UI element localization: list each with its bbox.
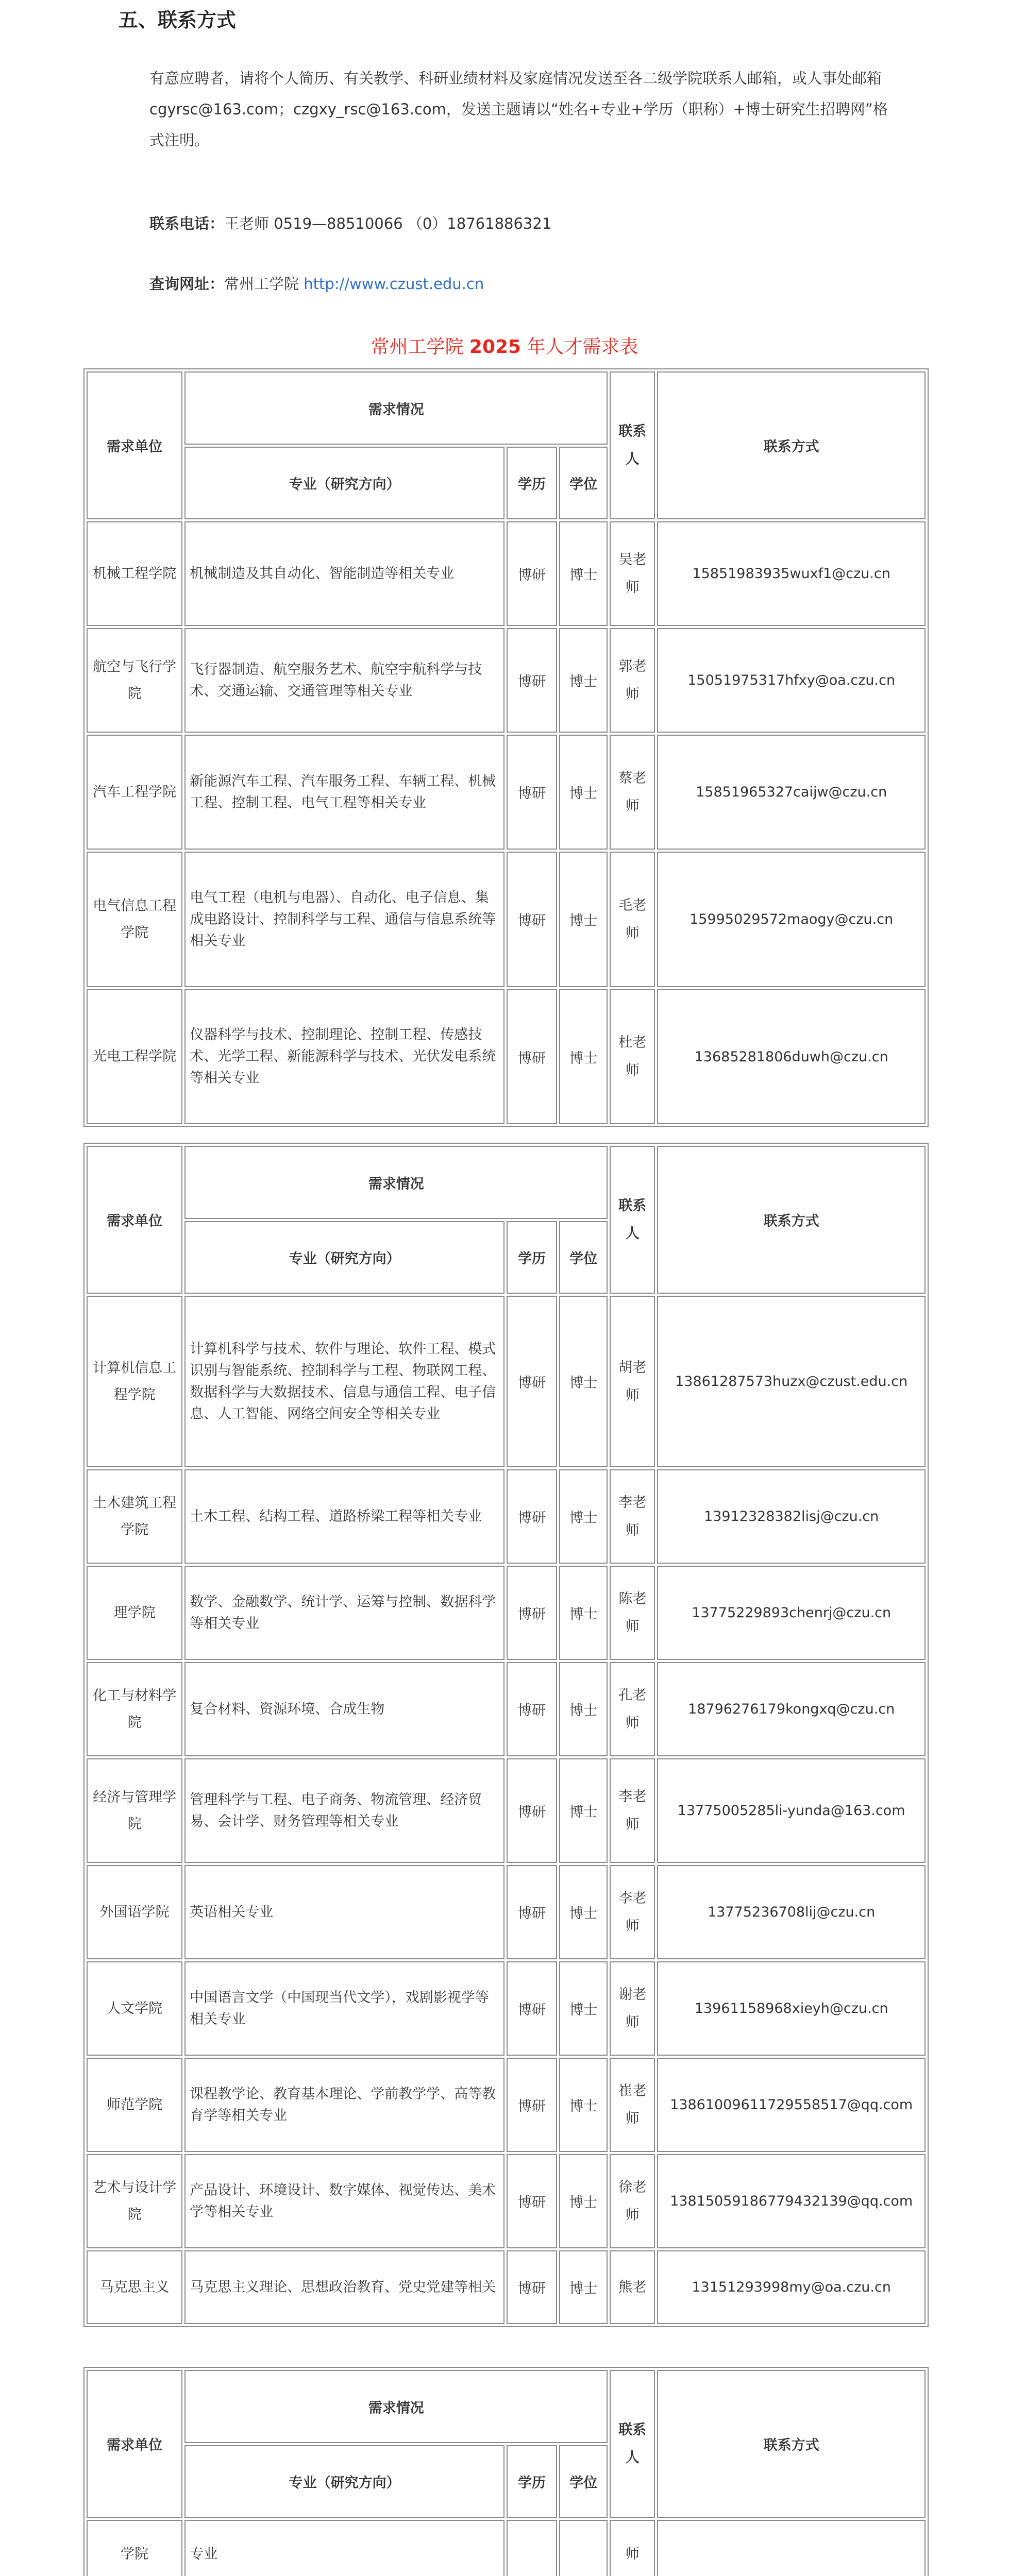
header-contact: 联系方式 [657,2370,926,2518]
header-row [87,2370,926,2443]
table-row [87,2520,926,2576]
table-row [87,521,926,626]
degree-cell: 博研 [507,2058,557,2152]
unit-cell: 光电工程学院 [87,989,182,1124]
person-cell: 谢老师 [610,1961,655,2056]
person-cell: 崔老师 [610,2058,655,2152]
degree-cell: 博研 [507,989,557,1124]
major-cell: 课程教学论、教育基本理论、学前教学学、高等教育学等相关专业 [184,2058,505,2152]
intro-text: 有意应聘者，请将个人简历、有关教学、科研业绩材料及家庭情况发送至各二级学院联系人邮箱，或人事处邮箱 cgyrsc@163.com；czgxy_rsc@163.com，发送主题请以“姓名+专业+学历（职称）+博士研究生招聘网”格式注明。 [149,70,888,149]
title-cell: 博士 [559,1566,608,1660]
phone-label: 联系电话： [149,215,225,232]
major-cell: 电气工程（电机与电器）、自动化、电子信息、集成电路设计、控制科学与工程、通信与信息系统等相关专业 [184,852,505,987]
header-title: 学位 [559,2445,608,2518]
degree-cell: 博研 [507,1662,557,1756]
major-cell: 专业 [184,2520,505,2576]
header-needs: 需求情况 [184,1146,608,1219]
unit-cell: 艺术与设计学院 [87,2154,182,2248]
contact-cell: 13151293998my@oa.czu.cn [657,2250,926,2324]
header-major: 专业（研究方向） [184,1221,505,1294]
major-cell: 马克思主义理论、思想政治教育、党史党建等相关 [184,2250,505,2324]
degree-cell: 博研 [507,521,557,626]
site-name: 常州工学院 [224,275,299,293]
requirement-table [83,368,929,1127]
contact-cell: 13861009611729558517@qq.com [657,2058,926,2152]
title-cell: 博士 [559,2154,608,2248]
title-cell: 博士 [559,1961,608,2056]
title-cell: 博士 [559,1662,608,1756]
header-unit: 需求单位 [87,2370,182,2518]
contact-cell: 15851983935wuxf1@czu.cn [657,521,926,626]
degree-cell: 博研 [507,1961,557,2056]
person-cell: 胡老师 [610,1296,655,1467]
site-link[interactable]: http://www.czust.edu.cn [304,275,484,293]
unit-cell: 外国语学院 [87,1865,182,1959]
major-cell: 计算机科学与技术、软件与理论、软件工程、模式识别与智能系统、控制科学与工程、物联网工程、数据科学与大数据技术、信息与通信工程、电子信息、人工智能、网络空间安全等相关专业 [184,1296,505,1467]
person-cell: 郭老师 [610,628,655,733]
contact-cell: 13775005285li-yunda@163.com [657,1758,926,1863]
site-line [149,273,484,294]
degree-cell: 博研 [507,852,557,987]
site-label: 查询网址： [149,275,225,293]
contact-cell: 13861287573huzx@czust.edu.cn [657,1296,926,1467]
contact-cell: 13775236708lij@czu.cn [657,1865,926,1959]
major-cell: 复合材料、资源环境、合成生物 [184,1662,505,1756]
major-cell: 产品设计、环境设计、数字媒体、视觉传达、美术学等相关专业 [184,2154,505,2248]
header-person: 联系人 [610,371,655,519]
contact-cell [657,2520,926,2576]
unit-cell: 马克思主义 [87,2250,182,2324]
degree-cell: 博研 [507,628,557,733]
contact-cell: 13912328382lisj@czu.cn [657,1469,926,1564]
contact-cell: 13815059186779432139@qq.com [657,2154,926,2248]
unit-cell: 理学院 [87,1566,182,1660]
title-cell: 博士 [559,628,608,733]
major-cell: 土木工程、结构工程、道路桥梁工程等相关专业 [184,1469,505,1564]
title-cell: 博士 [559,1758,608,1863]
degree-cell [507,2520,557,2576]
table-row [87,2058,926,2152]
table-title [0,332,1009,359]
table-row [87,852,926,987]
degree-cell: 博研 [507,1296,557,1467]
person-cell: 陈老师 [610,1566,655,1660]
contact-cell: 18796276179kongxq@czu.cn [657,1662,926,1756]
table-row [87,1758,926,1863]
table-row [87,1566,926,1660]
title-cell: 博士 [559,1296,608,1467]
header-person: 联系人 [610,2370,655,2518]
major-cell: 机械制造及其自动化、智能制造等相关专业 [184,521,505,626]
unit-cell: 电气信息工程学院 [87,852,182,987]
title-cell: 博士 [559,2250,608,2324]
person-cell: 李老师 [610,1758,655,1863]
phone-value: 王老师 0519—88510066 （0）18761886321 [224,215,552,232]
person-cell: 徐老师 [610,2154,655,2248]
unit-cell: 机械工程学院 [87,521,182,626]
unit-cell: 化工与材料学院 [87,1662,182,1756]
table-row [87,735,926,850]
major-cell: 管理科学与工程、电子商务、物流管理、经济贸易、会计学、财务管理等相关专业 [184,1758,505,1863]
header-needs: 需求情况 [184,371,608,445]
unit-cell: 师范学院 [87,2058,182,2152]
table-row [87,1469,926,1564]
title-cell: 博士 [559,852,608,987]
unit-cell: 人文学院 [87,1961,182,2056]
header-row [87,1146,926,1219]
header-major: 专业（研究方向） [184,447,505,519]
person-cell: 杜老师 [610,989,655,1124]
contact-cell: 15995029572maogy@czu.cn [657,852,926,987]
major-cell: 数学、金融数学、统计学、运筹与控制、数据科学等相关专业 [184,1566,505,1660]
header-needs: 需求情况 [184,2370,608,2443]
person-cell: 毛老师 [610,852,655,987]
degree-cell: 博研 [507,1865,557,1959]
unit-cell: 土木建筑工程学院 [87,1469,182,1564]
table-row [87,2250,926,2324]
unit-cell: 学院 [87,2520,182,2576]
header-unit: 需求单位 [87,371,182,519]
header-title: 学位 [559,447,608,519]
header-unit: 需求单位 [87,1146,182,1294]
person-cell: 熊老 [610,2250,655,2324]
degree-cell: 博研 [507,1566,557,1660]
header-degree: 学历 [507,1221,557,1294]
degree-cell: 博研 [507,1758,557,1863]
table-row [87,2154,926,2248]
degree-cell: 博研 [507,2250,557,2324]
table-title-prefix: 常州工学院 [371,336,469,358]
phone-line [149,212,551,233]
header-contact: 联系方式 [657,371,926,519]
table-row [87,628,926,733]
person-cell: 李老师 [610,1469,655,1564]
unit-cell: 汽车工程学院 [87,735,182,850]
requirement-table [83,2367,929,2576]
degree-cell: 博研 [507,1469,557,1564]
person-cell: 吴老师 [610,521,655,626]
title-cell: 博士 [559,521,608,626]
person-cell: 蔡老师 [610,735,655,850]
header-person: 联系人 [610,1146,655,1294]
title-cell: 博士 [559,735,608,850]
header-title: 学位 [559,1221,608,1294]
title-cell: 博士 [559,1469,608,1564]
contact-cell: 13685281806duwh@czu.cn [657,989,926,1124]
contact-cell: 13961158968xieyh@czu.cn [657,1961,926,2056]
degree-cell: 博研 [507,735,557,850]
title-cell: 博士 [559,1865,608,1959]
table-title-year: 2025 [469,336,522,358]
person-cell: 师 [610,2520,655,2576]
header-contact: 联系方式 [657,1146,926,1294]
title-cell: 博士 [559,2058,608,2152]
table-row [87,1961,926,2056]
person-cell: 孔老师 [610,1662,655,1756]
contact-cell: 15051975317hfxy@oa.czu.cn [657,628,926,733]
unit-cell: 计算机信息工程学院 [87,1296,182,1467]
unit-cell: 航空与飞行学院 [87,628,182,733]
table-title-suffix: 年人才需求表 [521,336,638,358]
table-row [87,1865,926,1959]
major-cell: 飞行器制造、航空服务艺术、航空宇航科学与技术、交通运输、交通管理等相关专业 [184,628,505,733]
degree-cell: 博研 [507,2154,557,2248]
major-cell: 仪器科学与技术、控制理论、控制工程、传感技术、光学工程、新能源科学与技术、光伏发电系统等相关专业 [184,989,505,1124]
header-degree: 学历 [507,2445,557,2518]
table-row [87,989,926,1124]
requirement-table [83,1143,929,2327]
section-title: 五、联系方式 [119,9,237,31]
intro-paragraph [149,63,897,156]
major-cell: 中国语言文学（中国现当代文学），戏剧影视学等相关专业 [184,1961,505,2056]
person-cell: 李老师 [610,1865,655,1959]
contact-cell: 15851965327caijw@czu.cn [657,735,926,850]
unit-cell: 经济与管理学院 [87,1758,182,1863]
table-row [87,1296,926,1467]
header-degree: 学历 [507,447,557,519]
title-cell [559,2520,608,2576]
contact-cell: 13775229893chenrj@czu.cn [657,1566,926,1660]
major-cell: 新能源汽车工程、汽车服务工程、车辆工程、机械工程、控制工程、电气工程等相关专业 [184,735,505,850]
header-major: 专业（研究方向） [184,2445,505,2518]
table-row [87,1662,926,1756]
major-cell: 英语相关专业 [184,1865,505,1959]
header-row [87,371,926,445]
title-cell: 博士 [559,989,608,1124]
